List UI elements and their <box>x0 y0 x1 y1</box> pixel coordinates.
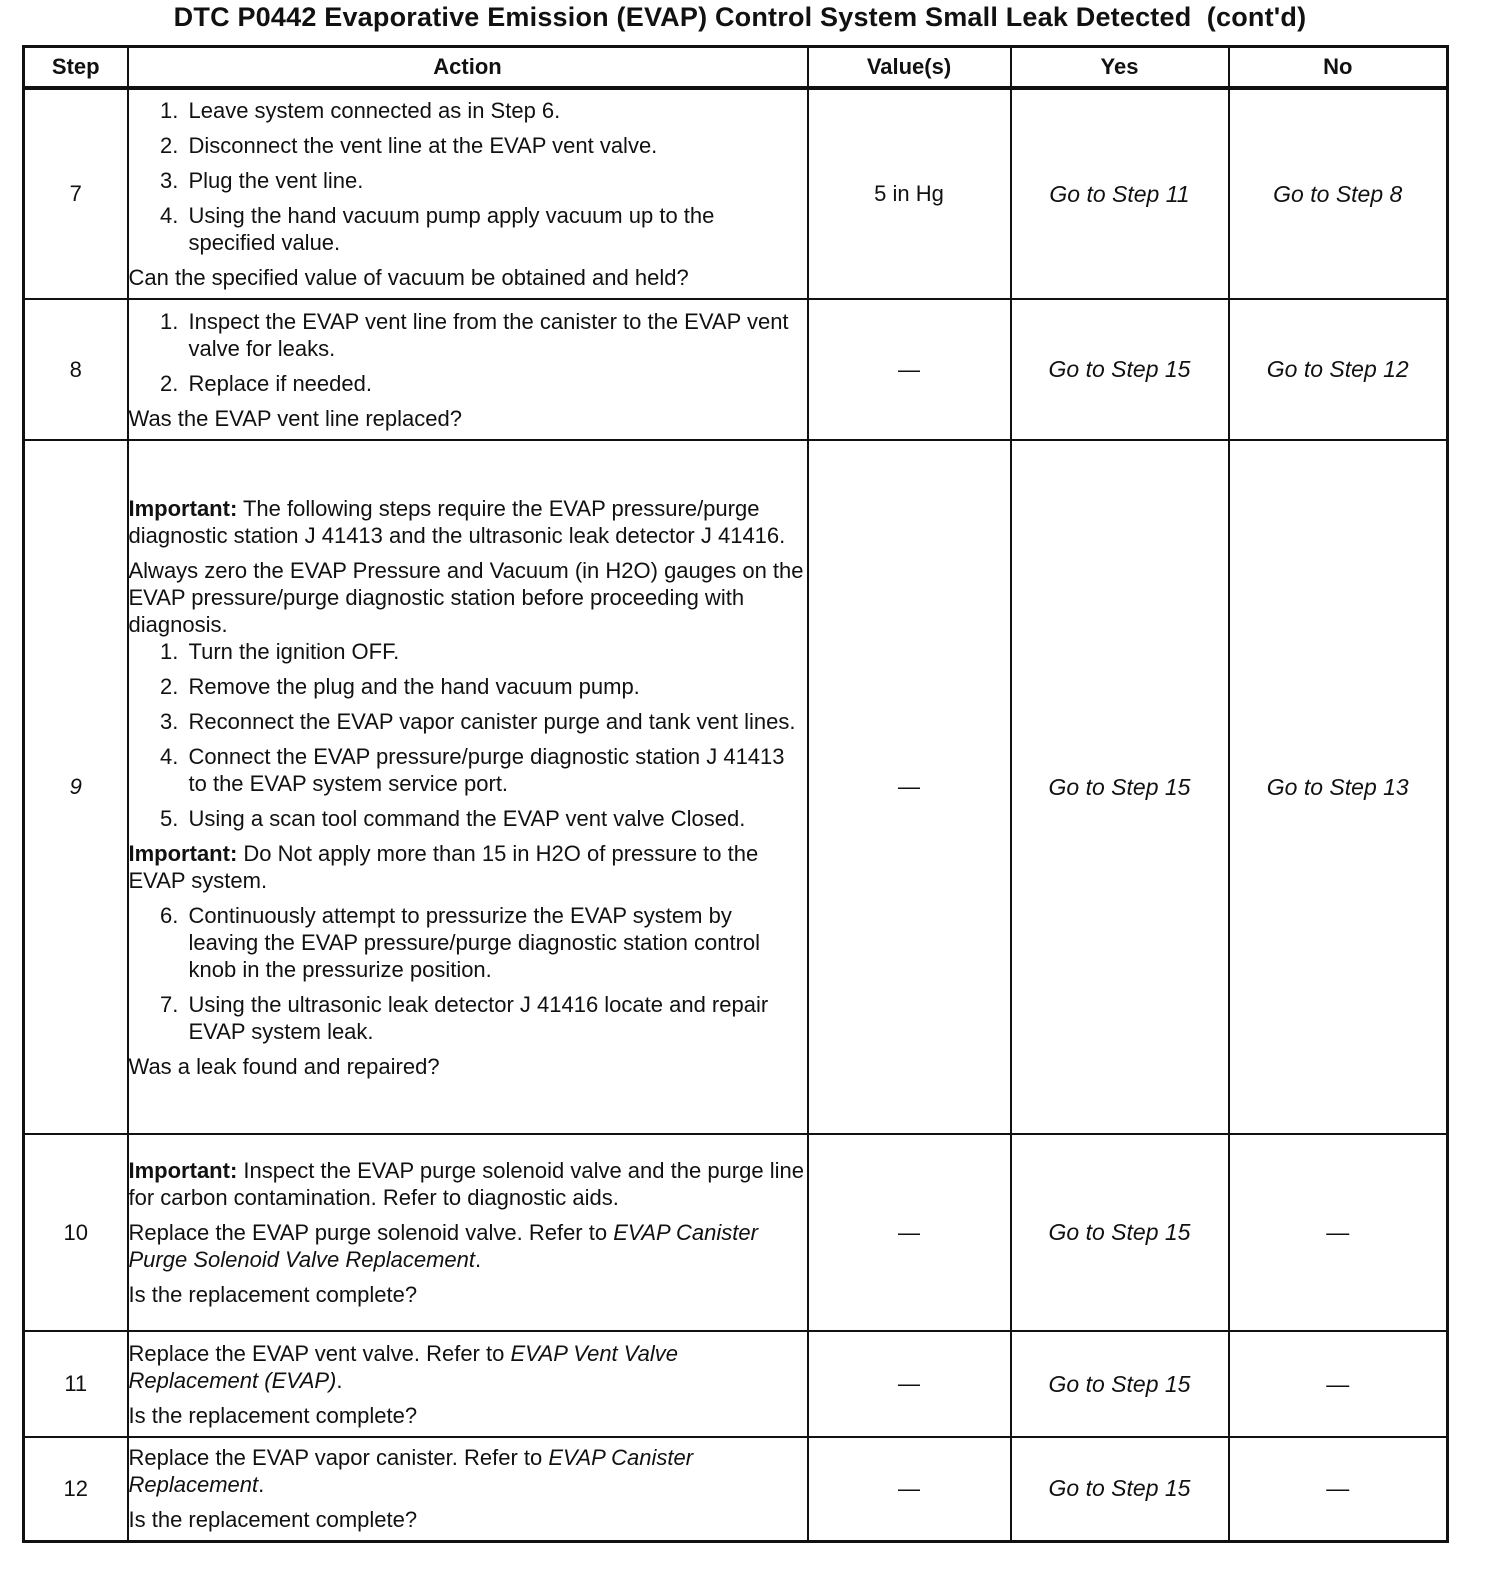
important-label: Important: <box>128 1158 238 1183</box>
header-step: Step <box>24 47 128 89</box>
important-label: Important: <box>128 840 238 866</box>
step-number: 9 <box>24 440 128 1134</box>
value-cell: — <box>808 1437 1011 1541</box>
value-cell: — <box>808 1331 1011 1437</box>
action-item: 1. Inspect the EVAP vent line from the canister to the EVAP vent valve for leaks. <box>185 308 807 362</box>
action-list <box>129 97 807 256</box>
important-note <box>129 1157 807 1211</box>
instruction-end: . <box>258 1472 265 1498</box>
instruction-text: Replace the EVAP vapor canister. Refer to <box>128 1445 549 1471</box>
header-no: No <box>1229 47 1448 89</box>
instruction-end: . <box>475 1247 482 1272</box>
no-link: Go to Step 8 <box>1229 88 1448 299</box>
yes-link: Go to Step 15 <box>1011 1437 1229 1541</box>
procedure-reference: EVAP Vent Valve Replacement (EVAP) <box>128 1340 678 1393</box>
header-row <box>24 47 1448 89</box>
action-cell <box>128 88 808 299</box>
action-question: Is the replacement complete? <box>128 1507 418 1533</box>
action-list <box>129 638 807 832</box>
action-item: 3. Plug the vent line. <box>185 167 807 194</box>
important-text: The following steps require the EVAP pressure/purge diagnostic station J 41413 and the ultrasonic leak detector J 41416. <box>128 495 786 548</box>
header-values: Value(s) <box>808 47 1011 89</box>
step-number: 10 <box>24 1134 128 1331</box>
gauge-note: Always zero the EVAP Pressure and Vacuum (in H2O) gauges on the EVAP pressure/purge diagnostic station before proceeding with diagnosis. <box>128 557 804 637</box>
no-link: Go to Step 13 <box>1229 440 1448 1134</box>
step-number: 12 <box>24 1437 128 1541</box>
action-cell <box>128 1437 808 1541</box>
action-item: 3. Reconnect the EVAP vapor canister purge and tank vent lines. <box>185 708 807 735</box>
step-number: 8 <box>24 299 128 440</box>
table-row <box>24 1331 1448 1437</box>
instruction-text: Replace the EVAP vent valve. Refer to <box>128 1340 511 1366</box>
important-label: Important: <box>128 495 238 521</box>
action-cell <box>128 299 808 440</box>
procedure-reference: EVAP Canister Replacement <box>128 1445 694 1498</box>
header-yes: Yes <box>1011 47 1229 89</box>
important-text: Inspect the EVAP purge solenoid valve and the purge line for carbon contamination. Refer to diagnostic aids. <box>128 1158 804 1210</box>
value-cell: — <box>808 1134 1011 1331</box>
action-item: 2. Remove the plug and the hand vacuum pump. <box>185 673 807 700</box>
important-text: Do Not apply more than 15 in H2O of pressure to the EVAP system. <box>128 840 759 893</box>
procedure-reference: EVAP Canister Purge Solenoid Valve Replacement <box>128 1220 758 1272</box>
important-note <box>129 840 807 894</box>
action-item: 4. Connect the EVAP pressure/purge diagnostic station J 41413 to the EVAP system service port. <box>185 743 807 797</box>
instruction-end: . <box>336 1367 343 1393</box>
step-number: 11 <box>24 1331 128 1437</box>
replace-instruction <box>129 1219 807 1273</box>
table-row <box>24 88 1448 299</box>
yes-link: Go to Step 15 <box>1011 299 1229 440</box>
table-row <box>24 440 1448 1134</box>
action-list <box>129 308 807 397</box>
value-cell: 5 in Hg <box>808 88 1011 299</box>
action-item: 1. Turn the ignition OFF. <box>185 638 807 665</box>
action-question: Can the specified value of vacuum be obtained and held? <box>128 265 689 290</box>
important-note <box>129 495 807 549</box>
action-list <box>129 902 807 1045</box>
yes-link: Go to Step 15 <box>1011 440 1229 1134</box>
no-link: Go to Step 12 <box>1229 299 1448 440</box>
value-cell: — <box>808 440 1011 1134</box>
replace-instruction <box>129 1444 807 1498</box>
step-number: 7 <box>24 88 128 299</box>
no-link: — <box>1229 1134 1448 1331</box>
action-item: 5. Using a scan tool command the EVAP vent valve Closed. <box>185 805 807 832</box>
action-question: Is the replacement complete? <box>128 1282 418 1307</box>
action-question: Was a leak found and repaired? <box>128 1053 440 1079</box>
value-cell: — <box>808 299 1011 440</box>
action-cell <box>128 1134 808 1331</box>
header-action: Action <box>128 47 808 89</box>
yes-link: Go to Step 15 <box>1011 1331 1229 1437</box>
action-item: 7. Using the ultrasonic leak detector J 41416 locate and repair EVAP system leak. <box>185 991 807 1045</box>
instruction-text: Replace the EVAP purge solenoid valve. Refer to <box>128 1220 614 1245</box>
yes-link: Go to Step 15 <box>1011 1134 1229 1331</box>
action-item: 2. Disconnect the vent line at the EVAP vent valve. <box>185 132 807 159</box>
action-item: 2. Replace if needed. <box>185 370 807 397</box>
action-item: 4. Using the hand vacuum pump apply vacuum up to the specified value. <box>185 202 807 256</box>
action-item: 1. Leave system connected as in Step 6. <box>185 97 807 124</box>
table-row <box>24 1437 1448 1541</box>
action-question: Was the EVAP vent line replaced? <box>128 405 462 431</box>
table-row <box>24 1134 1448 1331</box>
yes-link: Go to Step 11 <box>1011 88 1229 299</box>
page-title: DTC P0442 Evaporative Emission (EVAP) Control System Small Leak Detected (cont'd) <box>173 2 1307 32</box>
action-question: Is the replacement complete? <box>128 1402 418 1428</box>
action-item: 6. Continuously attempt to pressurize the EVAP system by leaving the EVAP pressure/purge diagnostic station control knob in the pressurize position. <box>185 902 807 983</box>
table-row <box>24 299 1448 440</box>
no-link: — <box>1229 1331 1448 1437</box>
diagnostic-table <box>22 45 1449 1543</box>
action-cell <box>128 1331 808 1437</box>
action-cell <box>128 440 808 1134</box>
no-link: — <box>1229 1437 1448 1541</box>
replace-instruction <box>129 1340 807 1394</box>
